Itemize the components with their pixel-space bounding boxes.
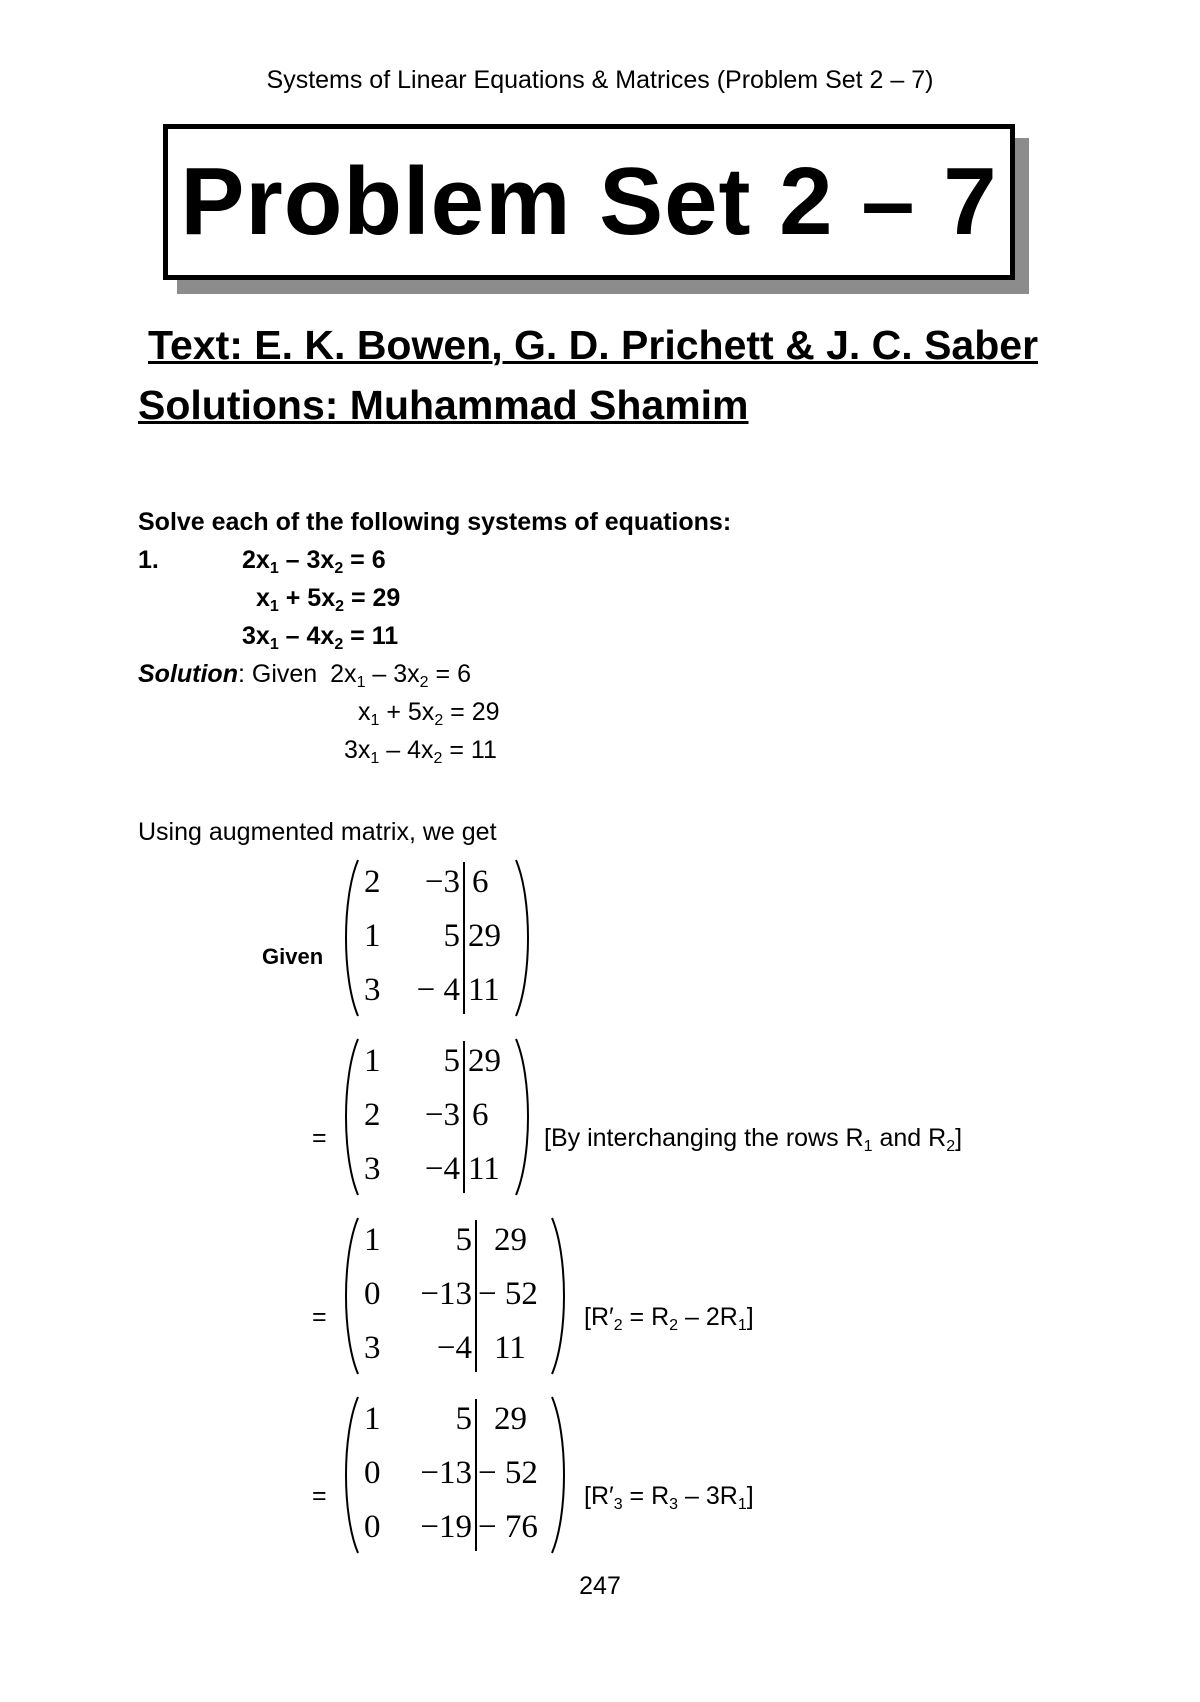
problem-equation-1: $2x_1 - 3x_2 = 6$: [242, 546, 386, 577]
matrix-cell: 5: [443, 918, 460, 954]
method-text: Using augmented matrix, we get: [138, 818, 497, 846]
problem-equation-3: $3x_1 - 4x_2 = 11$: [242, 622, 399, 653]
text-credit: Text: E. K. Bowen, G. D. Prichett & J. C. Saber: [148, 322, 1039, 368]
solution-equation-1: $2x_1 - 3x_2 = 6$: [330, 660, 471, 691]
matrix-cell: 1: [364, 918, 381, 954]
title-box: [163, 124, 1015, 280]
matrix-cell: 29: [468, 1043, 501, 1079]
matrix-cell: −3: [424, 864, 460, 900]
matrix-cell: − 76: [478, 1509, 538, 1545]
matrix-cell: 29: [468, 918, 501, 954]
matrix-cell: −13: [420, 1455, 472, 1491]
matrix-cell: −4: [424, 1151, 460, 1187]
matrix-cell: − 52: [478, 1276, 538, 1312]
matrix-prefix-given: Given: [262, 944, 324, 969]
matrix-cell: 6: [472, 864, 489, 900]
matrix-given: [342, 858, 532, 1018]
matrix-cell: 1: [364, 1401, 381, 1437]
matrix-cell: 0: [364, 1276, 381, 1312]
problem-equation-2: $x_1 + 5x_2 = 29$: [256, 584, 401, 615]
matrix-cell: 5: [443, 1043, 460, 1079]
matrix-prefix-equals: =: [312, 1303, 327, 1331]
matrix-cell: 2: [364, 864, 381, 900]
given-word: Given: [251, 660, 318, 688]
solution-line-1: Solution: Given $2x_1 - 3x_2 = 6$: [138, 660, 471, 691]
solutions-credit: Solutions: Muhammad Shamim: [138, 382, 749, 428]
matrix-cell: −19: [420, 1509, 472, 1545]
row-operation-note: [By interchanging the rows $R_1$ and $R_2$]: [544, 1124, 963, 1155]
matrix-cell: 1: [364, 1222, 381, 1258]
instructions: Solve each of the following systems of equations:: [138, 508, 732, 536]
solution-label: Solution: [138, 660, 238, 688]
solution-equation-3: $3x_1 - 4x_2 = 11$: [344, 736, 497, 767]
matrix-cell: 2: [364, 1097, 381, 1133]
matrix-cell: 11: [468, 972, 500, 1008]
page-title: Problem Set 2 – 7: [180, 148, 998, 255]
matrix-cell: 3: [364, 972, 381, 1008]
matrix-cell: − 52: [478, 1455, 538, 1491]
matrix-cell: 3: [364, 1330, 381, 1366]
matrix-cell: −4: [436, 1330, 472, 1366]
matrix-step-3: [342, 1395, 568, 1555]
matrix-cell: 29: [494, 1401, 527, 1437]
solution-equation-2: $x_1 + 5x_2 = 29$: [358, 698, 500, 729]
page-number: 247: [579, 1572, 621, 1600]
running-header: Systems of Linear Equations & Matrices (Problem Set 2 – 7): [266, 66, 934, 94]
matrix-cell: 1: [364, 1043, 381, 1079]
problem-number: 1.: [138, 546, 159, 574]
matrix-cell: 0: [364, 1509, 381, 1545]
matrix-cell: −3: [424, 1097, 460, 1133]
matrix-prefix-equals: =: [312, 1482, 327, 1510]
matrix-prefix-equals: =: [312, 1124, 327, 1152]
row-operation-note: $[R'_2 = R_2 - 2R_1]$: [584, 1303, 754, 1334]
matrix-cell: −13: [420, 1276, 472, 1312]
matrix-cell: 11: [468, 1151, 500, 1187]
matrix-cell: 0: [364, 1455, 381, 1491]
matrix-cell: 3: [364, 1151, 381, 1187]
matrix-cell: 11: [494, 1330, 526, 1366]
matrix-cell: 5: [455, 1222, 472, 1258]
matrix-cell: 5: [455, 1401, 472, 1437]
matrix-step-1: [342, 1037, 532, 1197]
matrix-step-2: [342, 1216, 568, 1376]
matrix-cell: 6: [472, 1097, 489, 1133]
row-operation-note: $[R'_3 = R_3 - 3R_1]$: [584, 1482, 754, 1513]
matrix-cell: 29: [494, 1222, 527, 1258]
matrix-cell: − 4: [416, 972, 460, 1008]
